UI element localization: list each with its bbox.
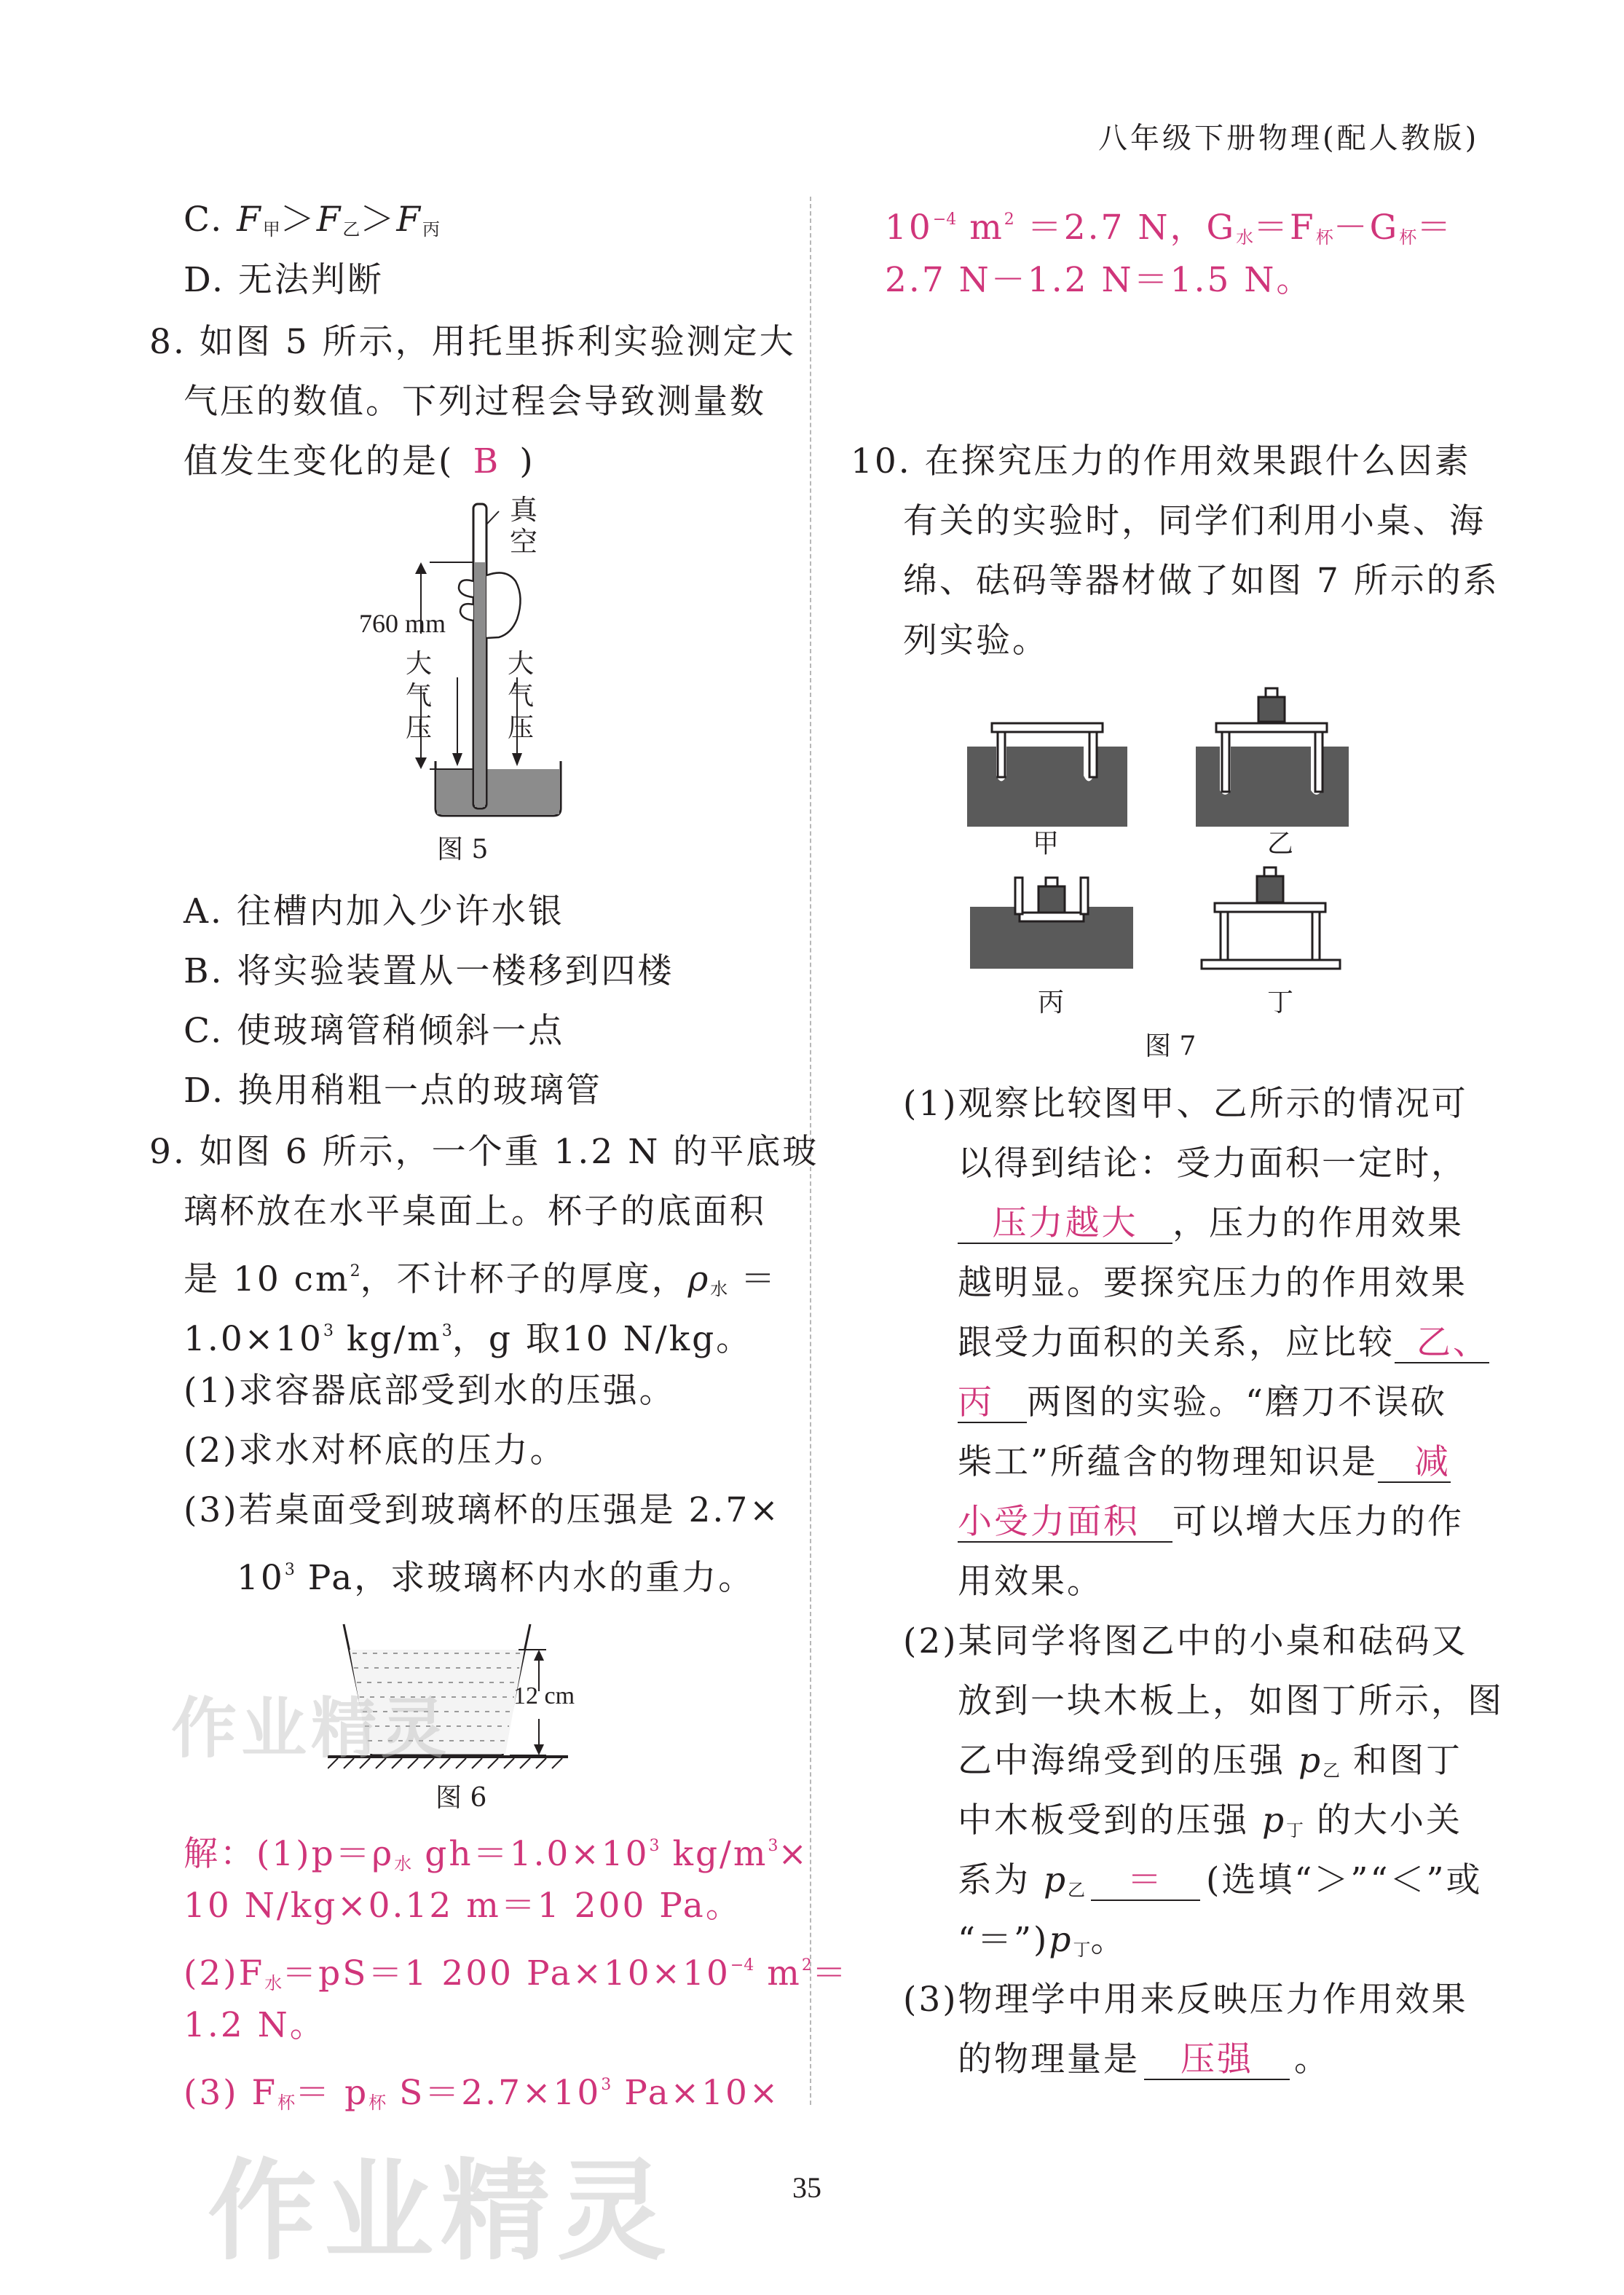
q10-p1-line1: (1)观察比较图甲、乙所示的情况可: [903, 1084, 1468, 1124]
q10-blank-4: ＝: [1091, 1862, 1200, 1901]
q9-solution-line2: 10 N/kg×0.12 m＝1 200 Pa。: [184, 1886, 742, 1926]
q7-option-c: C. $F_甲>F_乙>F_丙$: [184, 200, 441, 240]
fig5-height-label: 760 mm: [359, 609, 446, 638]
fig5-pressure-left: 大气压: [406, 649, 433, 743]
q8-stem-line1: 8. 如图 5 所示，用托里拆利实验测定大: [149, 322, 796, 362]
q10-p1-line3: 压力越大 ，压力的作用效果: [958, 1202, 1464, 1245]
q7-option-d: D. 无法判断: [184, 260, 384, 300]
watermark-large: 作业精灵: [208, 2149, 674, 2275]
q10-p2-line1: (2)某同学将图乙中的小桌和砝码又: [903, 1621, 1468, 1661]
figure-7-pressure-experiments: [961, 681, 1369, 994]
fig7-label-ding: 丁: [1267, 988, 1294, 1017]
q10-p2-line4: 中木板受到的压强 $p_丁$ 的大小关: [958, 1800, 1462, 1841]
figure-5-torricelli: [350, 495, 583, 823]
fig7-label-jia: 甲: [1033, 829, 1060, 859]
q9-solution-line3: $(2)F_水=pS=1$ 200 $Pa\times 10\times 10^{-4}$ $m^2=$: [184, 1953, 848, 1993]
q9-solution-line7: 2.7 N－1.2 N＝1.5 N。: [885, 260, 1313, 300]
q9-sub1: (1)求容器底部受到水的压强。: [184, 1371, 676, 1411]
fig5-caption: 图 5: [437, 835, 489, 865]
fig5-pressure-right: 大气压: [508, 649, 535, 743]
q8-option-c: C. 使玻璃管稍倾斜一点: [184, 1011, 565, 1051]
q10-p1-line9: 用效果。: [958, 1562, 1103, 1602]
q8-option-b: B. 将实验装置从一楼移到四楼: [184, 951, 674, 991]
q10-blank-2b: 丙: [958, 1384, 1027, 1423]
fig7-caption: 图 7: [1145, 1031, 1197, 1061]
q9-solution-line5: (3) $F_杯= p_杯$ $S=2.7\times 10^3$ Pa×10×: [184, 2073, 781, 2113]
q8-option-a: A. 往槽内加入少许水银: [184, 891, 564, 932]
q10-p3-line1: (3)物理学中用来反映压力作用效果: [903, 1980, 1468, 2020]
fig7-label-yi: 乙: [1267, 829, 1294, 859]
fig7-label-bing: 丙: [1038, 988, 1065, 1017]
q10-blank-3a: 减: [1378, 1444, 1451, 1483]
q10-p1-line4: 越明显。要探究压力的作用效果: [958, 1263, 1467, 1303]
q10-blank-3b: 小受力面积: [958, 1503, 1172, 1543]
q10-stem-line1: 10. 在探究压力的作用效果跟什么因素: [851, 441, 1471, 481]
page-header: 八年级下册物理(配人教版): [1098, 122, 1480, 155]
q10-stem-line4: 列实验。: [903, 621, 1049, 661]
q10-p2-line5: 系为 $p_乙$ ＝ (选填“＞”“＜”或: [958, 1860, 1483, 1900]
q9-stem-line3: 是 10 $cm^2$，不计杯子的厚度，$\rho_水$ ＝: [184, 1259, 778, 1299]
q8-stem-line2: 气压的数值。下列过程会导致测量数: [184, 382, 766, 422]
q9-solution-line1: 解：$(1)p=\rho_水$ $gh=1.0\times 10^3$ $kg/m^3\times$: [184, 1834, 809, 1874]
q9-sub3-line2: $10^3$ Pa，求玻璃杯内水的重力。: [237, 1558, 755, 1598]
q10-p1-line6: 丙 两图的实验。“磨刀不误砍: [958, 1382, 1448, 1422]
q10-p3-line2: 的物理量是 压强 。: [958, 2039, 1331, 2079]
q9-solution-line6: $10^{-4}$ $m^2 =2.7$ N，$G_水=F_杯-G_杯=$: [885, 208, 1454, 248]
q10-p1-line7: 柴工”所蕴含的物理知识是 减: [958, 1442, 1451, 1482]
q9-sub3-line1: (3)若桌面受到玻璃杯的压强是 2.7×: [184, 1490, 781, 1530]
q9-stem-line2: 璃杯放在水平桌面上。杯子的底面积: [184, 1192, 766, 1232]
watermark-small: 作业精灵: [171, 1690, 451, 1767]
q10-p1-line5: 跟受力面积的关系，应比较 乙、: [958, 1323, 1489, 1363]
q8-answer: B: [473, 441, 501, 481]
q10-p2-line6: “$=”)p_丁$。: [958, 1920, 1127, 1960]
q10-p2-line2: 放到一块木板上，如图丁所示，图: [958, 1681, 1504, 1721]
q10-p2-line3: 乙中海绵受到的压强 $p_乙$ 和图丁: [958, 1741, 1462, 1781]
q10-blank-2a: 乙、: [1395, 1324, 1489, 1363]
q10-p1-line8: 小受力面积 可以增大压力的作: [958, 1502, 1464, 1542]
fig6-caption: 图 6: [435, 1783, 487, 1813]
q10-blank-5: 压强: [1144, 2041, 1290, 2080]
fig5-vacuum-label: 真空: [510, 494, 538, 558]
q9-solution-line4: 1.2 N。: [184, 2005, 326, 2045]
q10-blank-1: 压力越大: [958, 1205, 1172, 1244]
q8-option-d: D. 换用稍粗一点的玻璃管: [184, 1071, 602, 1111]
q10-stem-line3: 绵、砝码等器材做了如图 7 所示的系: [903, 561, 1499, 601]
page-number: 35: [792, 2171, 821, 2204]
fig6-height-label: 12 cm: [513, 1682, 575, 1709]
q8-stem-line3: 值发生变化的是( B ): [184, 440, 535, 484]
q10-p1-line2: 以得到结论：受力面积一定时，: [958, 1143, 1467, 1184]
q9-sub2: (2)求水对杯底的压力。: [184, 1430, 567, 1471]
q10-stem-line2: 有关的实验时，同学们利用小桌、海: [903, 501, 1486, 541]
q9-stem-line4: $1.0\times 10^3$ $kg/m^3$，g 取10 N/kg。: [184, 1319, 753, 1359]
q9-stem-line1: 9. 如图 6 所示，一个重 1.2 N 的平底玻: [149, 1132, 819, 1172]
